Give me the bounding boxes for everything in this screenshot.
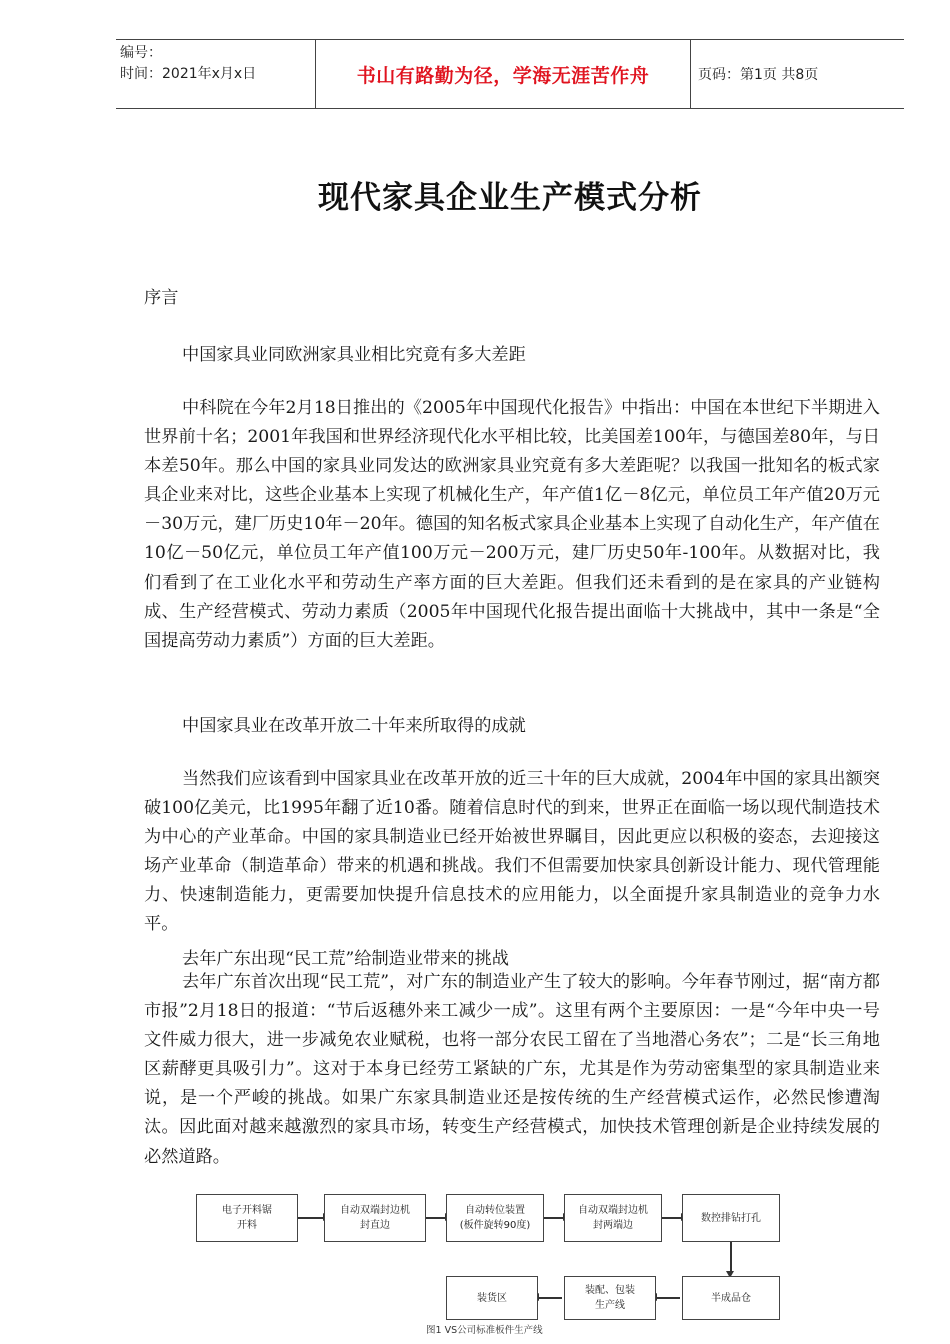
flow-box-cnc-drilling: 数控排钻打孔: [682, 1194, 780, 1242]
flow-arrow: [662, 1217, 682, 1219]
figure-caption: 图1 VS公司标准板件生产线: [426, 1325, 543, 1336]
flow-box-assembly-packaging: 装配、包装 生产线: [564, 1276, 656, 1320]
paragraph: 去年广东首次出现“民工荒”，对广东的制造业产生了较大的影响。今年春节刚过，据“南方都市报”2月18日的报道：“节后返穗外来工减少一成”。这里有两个主要原因：一是“今年中央一号文件威力很大，进一步减免农业赋税，也将一部分农民工留在了当地潜心务农”；二是“长三角地区薪酵更具吸引力”。这对于本身已经劳工紧缺的广东，尤其是作为劳动密集型的家具制造业来说，是一个严峻的挑战。如果广东家具制造业还是按传统的生产经营模式运作，必然民惨遭淘汰。因此面对越来越激烈的家具市场，转变生产经营模式，加快技术管理创新是企业持续发展的必然道路。: [144, 972, 880, 1167]
header-page-info: 页码：第1页 共8页: [698, 67, 819, 83]
flow-arrow: [544, 1217, 564, 1219]
preface-heading: 序言: [144, 288, 179, 308]
production-line-flowchart: [176, 1180, 796, 1344]
header-motto: 书山有路勤为径，学海无涯苦作舟: [356, 64, 650, 87]
flow-box-semi-finished-warehouse: 半成品仓: [682, 1276, 780, 1320]
flow-arrow: [656, 1297, 680, 1299]
document-header: [116, 39, 904, 109]
header-divider: [690, 40, 691, 108]
flow-box-edge-banding-straight: 自动双端封边机 封直边: [324, 1194, 426, 1242]
flow-arrow: [426, 1217, 446, 1219]
header-meta: [120, 43, 256, 85]
flow-box-edge-banding-ends: 自动双端封边机 封两端边: [564, 1194, 662, 1242]
paragraph: 当然我们应该看到中国家具业在改革开放的近三十年的巨大成就，2004年中国的家具出额突破100亿美元，比1995年翻了近10番。随着信息时代的到来，世界正在面临一场以现代制造技术为中心的产业革命。中国的家具制造业已经开始被世界瞩目，因此更应以积极的姿态，去迎接这场产业革命（制造革命）带来的机遇和挑战。我们不但需要加快家具创新设计能力、现代管理能力、快速制造能力，更需要加快提升信息技术的应用能力，以全面提升家具制造业的竞争力水平。: [144, 769, 880, 935]
section-heading: 中国家具业在改革开放二十年来所取得的成就: [182, 716, 526, 736]
flow-box-cutting: 电子开料锯 开料: [196, 1194, 298, 1242]
flow-arrow: [298, 1217, 324, 1219]
flow-arrow: [538, 1297, 562, 1299]
flow-box-loading-area: 装货区: [446, 1276, 538, 1320]
flow-box-rotation: 自动转位装置 (板件旋转90度): [446, 1194, 544, 1242]
section-heading: 去年广东出现“民工荒”给制造业带来的挑战: [182, 949, 509, 969]
section-heading: 中国家具业同欧洲家具业相比究竟有多大差距: [182, 345, 526, 365]
header-number: 编号：: [120, 45, 162, 61]
document-title: 现代家具企业生产模式分析: [318, 180, 702, 216]
paragraph: 中科院在今年2月18日推出的《2005年中国现代化报告》中指出：中国在本世纪下半期进入世界前十名；2001年我国和世界经济现代化水平相比较，比美国差100年，与德国差80年，与日本差50年。那么中国的家具业同发达的欧洲家具业究竟有多大差距呢？以我国一批知名的板式家具企业来对比，这些企业基本上实现了机械化生产，年产值1亿－8亿元，单位员工年产值20万元－30万元，建厂历史10年－20年。德国的知名板式家具企业基本上实现了自动化生产，年产值在10亿－50亿元，单位员工年产值100万元－200万元，建厂历史50年-100年。从数据对比，我们看到了在工业化水平和劳动生产率方面的巨大差距。但我们还未看到的是在家具的产业链构成、生产经营模式、劳动力素质（2005年中国现代化报告提出面临十大挑战中，其中一条是“全国提高劳动力素质”）方面的巨大差距。: [144, 398, 880, 651]
flow-arrow: [730, 1242, 732, 1272]
header-time: 时间：2021年x月x日: [120, 66, 257, 82]
